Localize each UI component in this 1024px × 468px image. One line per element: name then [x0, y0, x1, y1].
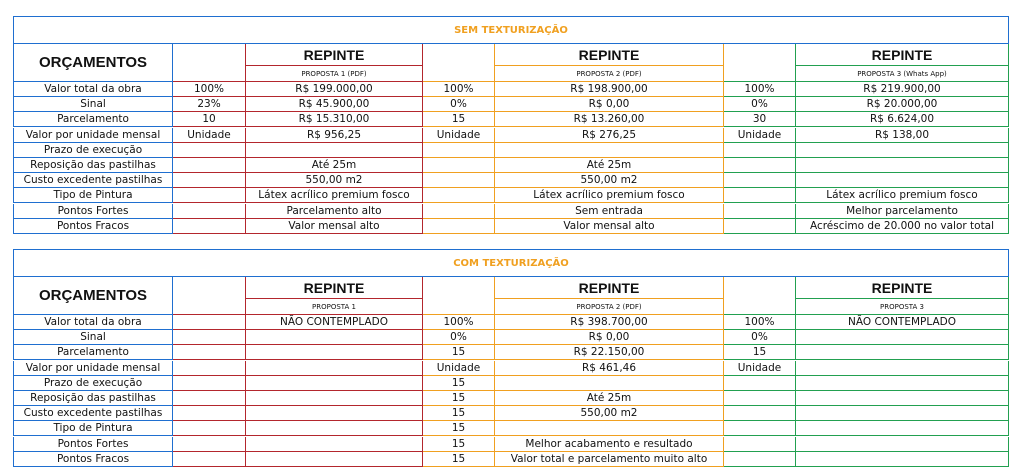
table-cell	[246, 421, 423, 436]
table-cell: 15	[423, 391, 495, 406]
table-row	[13, 143, 1009, 158]
table-cell	[173, 204, 246, 219]
proposal-name: REPINTE	[796, 277, 1008, 299]
header-empty-cell	[724, 277, 796, 315]
table-cell: R$ 398.700,00	[495, 315, 724, 330]
table-cell	[724, 143, 796, 158]
table-cell: R$ 0,00	[495, 97, 724, 112]
table-cell	[724, 391, 796, 406]
table-cell	[724, 437, 796, 452]
table-cell: Até 25m	[246, 158, 423, 173]
table-row	[13, 421, 1009, 436]
table-cell	[724, 376, 796, 391]
section-title: COM TEXTURIZAÇÃO	[13, 249, 1009, 277]
table-cell	[796, 376, 1009, 391]
table-cell: 15	[423, 421, 495, 436]
table-cell	[173, 376, 246, 391]
table-cell	[724, 406, 796, 421]
row-label: Pontos Fracos	[13, 452, 173, 467]
header-empty-cell	[423, 44, 495, 82]
table-cell: 30	[724, 112, 796, 127]
table-row	[13, 345, 1009, 360]
table-row	[13, 437, 1009, 452]
table-cell: 100%	[423, 315, 495, 330]
table-cell: R$ 13.260,00	[495, 112, 724, 127]
table-cell: 0%	[423, 330, 495, 345]
header-row	[13, 277, 1009, 315]
table-cell	[246, 330, 423, 345]
header-empty-cell	[423, 277, 495, 315]
table-cell	[173, 219, 246, 234]
table-cell: 0%	[724, 97, 796, 112]
row-label: Tipo de Pintura	[13, 421, 173, 436]
table-cell: 15	[423, 112, 495, 127]
table-cell: R$ 138,00	[796, 128, 1009, 143]
table-cell: 550,00 m2	[495, 406, 724, 421]
table-cell	[423, 143, 495, 158]
row-label: Sinal	[13, 330, 173, 345]
table-cell: R$ 461,46	[495, 361, 724, 376]
table-row	[13, 112, 1009, 127]
table-cell	[495, 421, 724, 436]
proposal-name: REPINTE	[495, 44, 723, 66]
table-cell	[246, 391, 423, 406]
orcamentos-header: ORÇAMENTOS	[13, 44, 173, 82]
table-cell: Unidade	[423, 361, 495, 376]
row-label: Pontos Fortes	[13, 437, 173, 452]
table-cell	[796, 391, 1009, 406]
table-cell: 100%	[173, 82, 246, 97]
table-cell: R$ 20.000,00	[796, 97, 1009, 112]
table-cell: Látex acrílico premium fosco	[246, 188, 423, 203]
proposal-header-3	[796, 44, 1009, 82]
row-label: Reposição das pastilhas	[13, 158, 173, 173]
row-label: Reposição das pastilhas	[13, 391, 173, 406]
table-cell	[796, 345, 1009, 360]
orcamentos-header: ORÇAMENTOS	[13, 277, 173, 315]
table-cell	[173, 158, 246, 173]
table-cell	[796, 143, 1009, 158]
table-cell	[173, 437, 246, 452]
table-cell: R$ 276,25	[495, 128, 724, 143]
header-empty-cell	[173, 44, 246, 82]
proposal-header-2	[495, 44, 724, 82]
table-row	[13, 204, 1009, 219]
table-cell	[246, 376, 423, 391]
table-cell: 15	[724, 345, 796, 360]
table-cell: Unidade	[423, 128, 495, 143]
table-cell	[796, 421, 1009, 436]
table-cell	[423, 188, 495, 203]
table-row	[13, 406, 1009, 421]
table-cell: Unidade	[724, 361, 796, 376]
table-row	[13, 361, 1009, 376]
table-cell	[796, 406, 1009, 421]
proposal-name: REPINTE	[796, 44, 1008, 66]
table-cell	[724, 421, 796, 436]
table-cell: R$ 6.624,00	[796, 112, 1009, 127]
row-label: Pontos Fracos	[13, 219, 173, 234]
row-label: Custo excedente pastilhas	[13, 173, 173, 188]
table-cell	[796, 158, 1009, 173]
table-cell: Valor total e parcelamento muito alto	[495, 452, 724, 467]
table-row	[13, 330, 1009, 345]
table-cell: R$ 198.900,00	[495, 82, 724, 97]
row-label: Prazo de execução	[13, 143, 173, 158]
table-row	[13, 188, 1009, 203]
table-cell: Melhor acabamento e resultado	[495, 437, 724, 452]
table-cell	[495, 376, 724, 391]
row-label: Tipo de Pintura	[13, 188, 173, 203]
table-cell: 100%	[423, 82, 495, 97]
table-cell: Parcelamento alto	[246, 204, 423, 219]
table-cell	[173, 406, 246, 421]
table-cell	[724, 219, 796, 234]
table-cell: 15	[423, 452, 495, 467]
table-cell: Sem entrada	[495, 204, 724, 219]
table-cell	[724, 173, 796, 188]
table-cell	[423, 204, 495, 219]
table-cell: 0%	[423, 97, 495, 112]
table-cell	[724, 158, 796, 173]
table-row	[13, 376, 1009, 391]
proposal-subtitle: PROPOSTA 2 (PDF)	[495, 299, 723, 315]
table-cell	[423, 219, 495, 234]
proposal-header-1	[246, 44, 423, 82]
table-cell: 15	[423, 406, 495, 421]
row-label: Custo excedente pastilhas	[13, 406, 173, 421]
table-row	[13, 128, 1009, 143]
table-cell	[724, 452, 796, 467]
proposal-subtitle: PROPOSTA 1 (PDF)	[246, 66, 422, 82]
table-cell: 550,00 m2	[246, 173, 423, 188]
table-cell	[495, 143, 724, 158]
proposal-subtitle: PROPOSTA 3 (Whats App)	[796, 66, 1008, 82]
row-label: Pontos Fortes	[13, 204, 173, 219]
table-row	[13, 391, 1009, 406]
table-cell: Unidade	[724, 128, 796, 143]
table-cell	[173, 361, 246, 376]
table-cell: 10	[173, 112, 246, 127]
table-cell	[724, 204, 796, 219]
table-cell	[246, 452, 423, 467]
table-cell: R$ 15.310,00	[246, 112, 423, 127]
table-cell: R$ 45.900,00	[246, 97, 423, 112]
table-cell	[246, 345, 423, 360]
proposal-subtitle: PROPOSTA 2 (PDF)	[495, 66, 723, 82]
table-cell: 0%	[724, 330, 796, 345]
table-row	[13, 219, 1009, 234]
table-cell: R$ 0,00	[495, 330, 724, 345]
table-cell: R$ 199.000,00	[246, 82, 423, 97]
table-cell	[246, 437, 423, 452]
table-cell: Até 25m	[495, 158, 724, 173]
table-cell	[173, 188, 246, 203]
table-cell	[173, 452, 246, 467]
proposal-subtitle: PROPOSTA 3	[796, 299, 1008, 315]
table-cell: Melhor parcelamento	[796, 204, 1009, 219]
table-cell	[796, 361, 1009, 376]
proposal-header-2	[495, 277, 724, 315]
table-cell	[423, 173, 495, 188]
table-row	[13, 97, 1009, 112]
table-cell	[796, 173, 1009, 188]
proposal-subtitle: PROPOSTA 1	[246, 299, 422, 315]
header-empty-cell	[724, 44, 796, 82]
table-cell: R$ 956,25	[246, 128, 423, 143]
table-cell	[173, 143, 246, 158]
table-cell: 15	[423, 376, 495, 391]
row-label: Valor por unidade mensal	[13, 128, 173, 143]
proposal-header-1	[246, 277, 423, 315]
table-cell	[796, 452, 1009, 467]
table-cell	[246, 143, 423, 158]
table-cell: Unidade	[173, 128, 246, 143]
section-title: SEM TEXTURIZAÇÃO	[13, 16, 1009, 44]
table-row	[13, 158, 1009, 173]
table-row	[13, 173, 1009, 188]
table-cell	[796, 330, 1009, 345]
table-row	[13, 82, 1009, 97]
table-cell: 23%	[173, 97, 246, 112]
proposal-name: REPINTE	[246, 277, 422, 299]
table-cell	[173, 391, 246, 406]
header-empty-cell	[173, 277, 246, 315]
row-label: Valor total da obra	[13, 82, 173, 97]
table-row	[13, 452, 1009, 467]
table-cell: Até 25m	[495, 391, 724, 406]
table-cell	[173, 345, 246, 360]
table-cell	[423, 158, 495, 173]
table-cell: R$ 219.900,00	[796, 82, 1009, 97]
row-label: Parcelamento	[13, 345, 173, 360]
table-cell: Acréscimo de 20.000 no valor total	[796, 219, 1009, 234]
proposal-name: REPINTE	[246, 44, 422, 66]
row-label: Prazo de execução	[13, 376, 173, 391]
table-cell: 100%	[724, 315, 796, 330]
proposal-header-3	[796, 277, 1009, 315]
table-cell	[246, 406, 423, 421]
row-label: Valor por unidade mensal	[13, 361, 173, 376]
row-label: Parcelamento	[13, 112, 173, 127]
table-cell	[173, 173, 246, 188]
table-cell	[173, 421, 246, 436]
table-cell	[724, 188, 796, 203]
table-cell	[246, 361, 423, 376]
row-label: Sinal	[13, 97, 173, 112]
table-cell	[173, 330, 246, 345]
table-cell: 15	[423, 345, 495, 360]
table-cell	[173, 315, 246, 330]
table-cell: 550,00 m2	[495, 173, 724, 188]
table-cell: NÃO CONTEMPLADO	[246, 315, 423, 330]
table-cell: Látex acrílico premium fosco	[796, 188, 1009, 203]
proposal-name: REPINTE	[495, 277, 723, 299]
table-cell: NÃO CONTEMPLADO	[796, 315, 1009, 330]
row-label: Valor total da obra	[13, 315, 173, 330]
table-cell: 15	[423, 437, 495, 452]
table-cell: Valor mensal alto	[246, 219, 423, 234]
table-row	[13, 315, 1009, 330]
header-row	[13, 44, 1009, 82]
table-cell: R$ 22.150,00	[495, 345, 724, 360]
table-cell: 100%	[724, 82, 796, 97]
table-cell: Valor mensal alto	[495, 219, 724, 234]
table-cell	[796, 437, 1009, 452]
table-cell: Látex acrílico premium fosco	[495, 188, 724, 203]
